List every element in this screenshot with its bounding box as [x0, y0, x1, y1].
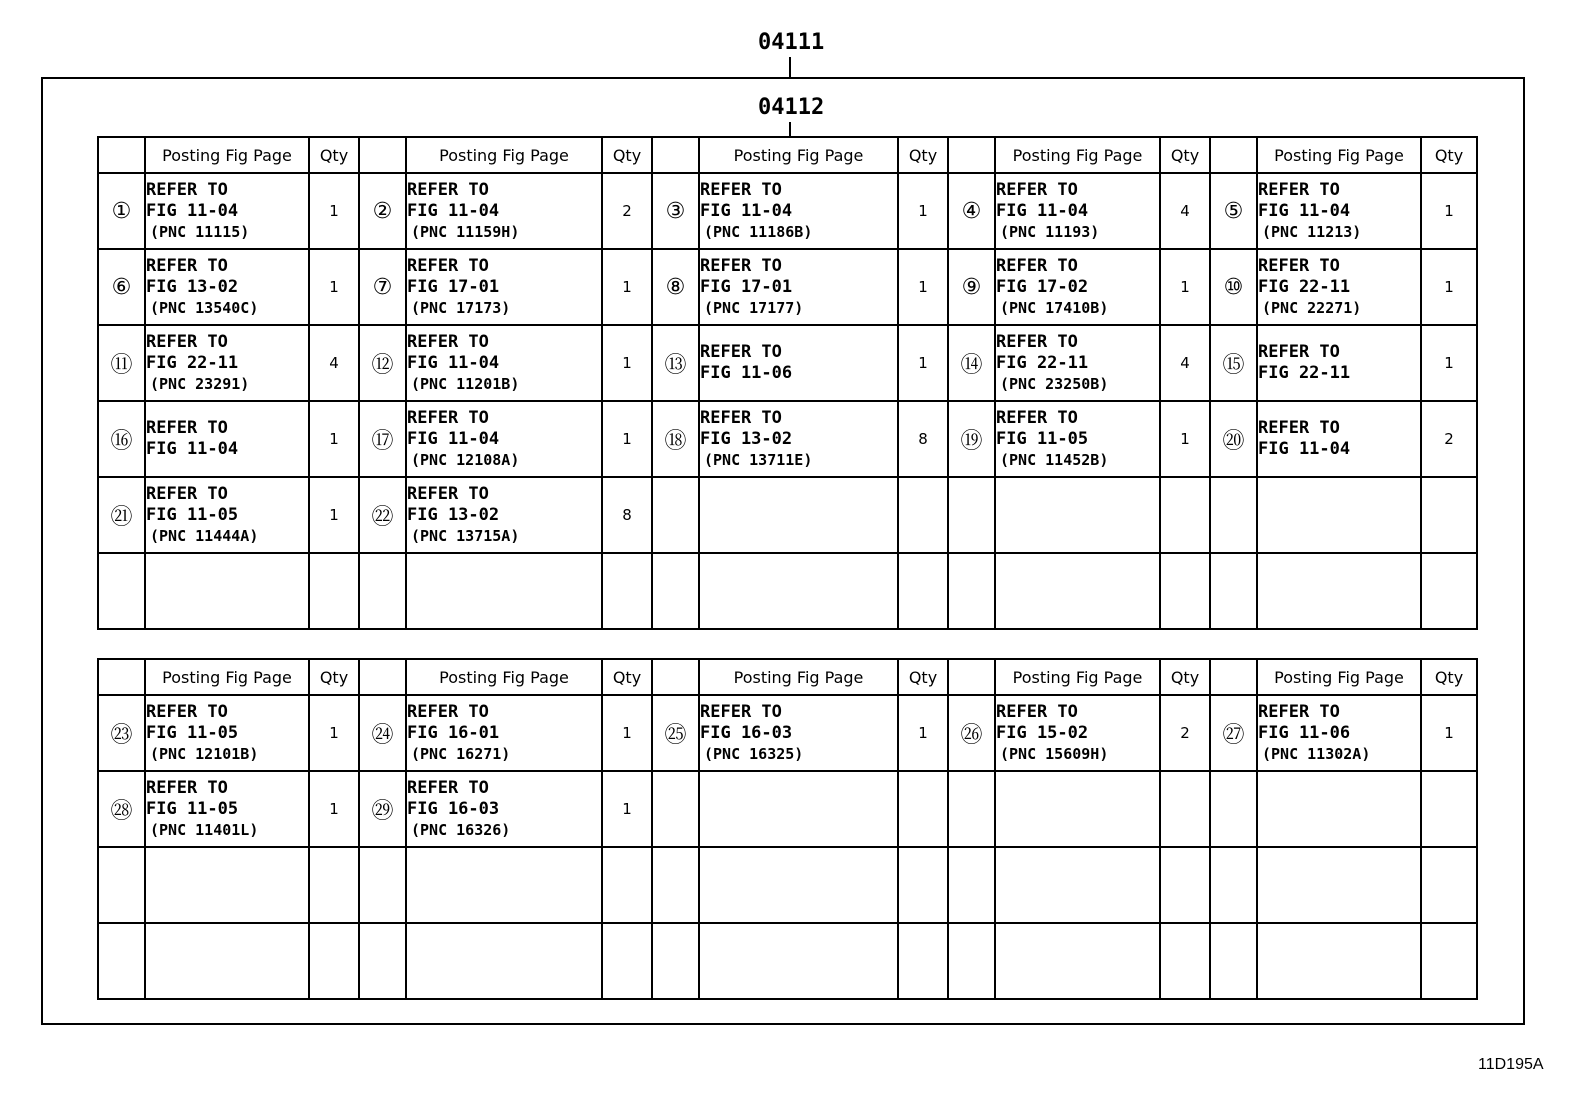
item-qty: 1 — [1421, 695, 1477, 771]
item-number — [359, 847, 406, 923]
fig-number: FIG 11-04 — [146, 200, 239, 221]
refer-to-text: REFER TO — [1258, 179, 1340, 200]
pnc-code: (PNC 11201B) — [411, 374, 520, 393]
header-posting-fig-page: Posting Fig Page — [406, 137, 602, 173]
item-qty — [1160, 847, 1210, 923]
item-number: ⑨ — [948, 249, 995, 325]
header-qty: Qty — [1421, 659, 1477, 695]
item-number: ⑯ — [98, 401, 145, 477]
posting-reference — [1257, 847, 1421, 923]
posting-reference — [995, 553, 1160, 629]
leader-line-outer — [789, 57, 791, 78]
item-qty: 1 — [602, 249, 652, 325]
item-number — [948, 553, 995, 629]
header-qty: Qty — [602, 137, 652, 173]
fig-number: FIG 16-03 — [700, 722, 793, 743]
item-number: ㉓ — [98, 695, 145, 771]
refer-to-text: REFER TO — [146, 331, 228, 352]
posting-reference — [145, 477, 309, 553]
item-qty — [1421, 771, 1477, 847]
item-qty: 1 — [898, 325, 948, 401]
item-qty — [1160, 553, 1210, 629]
table-row — [98, 173, 1477, 249]
posting-reference — [145, 553, 309, 629]
posting-reference — [1257, 401, 1421, 477]
header-blank — [948, 137, 995, 173]
refer-to-text: REFER TO — [1258, 342, 1340, 362]
posting-reference — [145, 923, 309, 999]
pnc-code: (PNC 12101B) — [150, 744, 259, 763]
refer-to-text: REFER TO — [700, 407, 782, 428]
fig-number: FIG 11-04 — [1258, 200, 1351, 221]
posting-reference — [1257, 477, 1421, 553]
fig-number: FIG 22-11 — [146, 352, 239, 373]
item-number — [652, 847, 699, 923]
posting-reference — [699, 249, 898, 325]
fig-number: FIG 11-04 — [996, 200, 1089, 221]
pnc-code: (PNC 16326) — [411, 820, 511, 839]
posting-reference — [699, 771, 898, 847]
header-qty: Qty — [309, 137, 359, 173]
refer-to-text: REFER TO — [700, 342, 782, 362]
refer-to-text: REFER TO — [1258, 701, 1340, 722]
fig-number: FIG 11-05 — [146, 504, 239, 525]
pnc-code: (PNC 17410B) — [1000, 298, 1109, 317]
item-number: ⑲ — [948, 401, 995, 477]
posting-reference — [1257, 923, 1421, 999]
fig-number: FIG 16-03 — [407, 798, 500, 819]
posting-reference — [145, 401, 309, 477]
fig-number: FIG 11-04 — [700, 200, 793, 221]
posting-reference — [145, 325, 309, 401]
table-row — [98, 923, 1477, 999]
posting-reference — [1257, 771, 1421, 847]
posting-reference — [699, 923, 898, 999]
fig-number: FIG 17-02 — [996, 276, 1089, 297]
header-blank — [652, 659, 699, 695]
item-number — [652, 923, 699, 999]
posting-reference — [995, 923, 1160, 999]
item-qty: 1 — [309, 695, 359, 771]
header-blank — [1210, 137, 1257, 173]
refer-to-text: REFER TO — [407, 331, 489, 352]
assembly-label-outer: 04111 — [758, 30, 825, 55]
header-qty: Qty — [309, 659, 359, 695]
refer-to-text: REFER TO — [146, 701, 228, 722]
header-posting-fig-page: Posting Fig Page — [699, 137, 898, 173]
figure-code: 11D195A — [1478, 1056, 1544, 1073]
fig-number: FIG 11-06 — [700, 363, 793, 383]
refer-to-text: REFER TO — [146, 483, 228, 504]
item-number: ㉖ — [948, 695, 995, 771]
fig-number: FIG 11-06 — [1258, 722, 1351, 743]
pnc-code: (PNC 11444A) — [150, 526, 259, 545]
table-row — [98, 771, 1477, 847]
refer-to-text: REFER TO — [996, 331, 1078, 352]
posting-reference — [145, 249, 309, 325]
pnc-code: (PNC 11159H) — [411, 222, 520, 241]
refer-to-text: REFER TO — [700, 701, 782, 722]
item-number — [359, 923, 406, 999]
refer-to-text: REFER TO — [700, 255, 782, 276]
fig-number: FIG 11-05 — [996, 428, 1089, 449]
table-row — [98, 249, 1477, 325]
posting-reference — [995, 173, 1160, 249]
fig-number: FIG 17-01 — [407, 276, 500, 297]
item-qty — [602, 847, 652, 923]
posting-reference — [699, 173, 898, 249]
header-blank — [948, 659, 995, 695]
item-number: ⑰ — [359, 401, 406, 477]
item-qty — [1160, 771, 1210, 847]
item-qty — [1160, 477, 1210, 553]
posting-reference — [699, 847, 898, 923]
item-number — [98, 553, 145, 629]
posting-reference — [145, 173, 309, 249]
refer-to-text: REFER TO — [146, 777, 228, 798]
pnc-code: (PNC 12108A) — [411, 450, 520, 469]
item-number — [98, 847, 145, 923]
pnc-code: (PNC 15609H) — [1000, 744, 1109, 763]
header-posting-fig-page: Posting Fig Page — [699, 659, 898, 695]
fig-number: FIG 13-02 — [146, 276, 239, 297]
header-blank — [652, 137, 699, 173]
item-number — [948, 477, 995, 553]
item-number: ⑭ — [948, 325, 995, 401]
item-number: ㉗ — [1210, 695, 1257, 771]
pnc-code: (PNC 23250B) — [1000, 374, 1109, 393]
item-number: ⑤ — [1210, 173, 1257, 249]
pnc-code: (PNC 23291) — [150, 374, 250, 393]
fig-number: FIG 11-04 — [407, 200, 500, 221]
item-qty — [1421, 923, 1477, 999]
item-qty — [898, 847, 948, 923]
pnc-code: (PNC 11193) — [1000, 222, 1100, 241]
posting-reference — [1257, 173, 1421, 249]
posting-reference — [1257, 695, 1421, 771]
table-row — [98, 401, 1477, 477]
item-qty — [602, 923, 652, 999]
item-qty: 1 — [1421, 249, 1477, 325]
pnc-code: (PNC 11186B) — [704, 222, 813, 241]
fig-number: FIG 22-11 — [1258, 276, 1351, 297]
item-number: ① — [98, 173, 145, 249]
item-qty: 1 — [602, 771, 652, 847]
posting-reference — [699, 553, 898, 629]
header-posting-fig-page: Posting Fig Page — [145, 659, 309, 695]
item-number: ④ — [948, 173, 995, 249]
posting-reference — [1257, 249, 1421, 325]
fig-number: FIG 22-11 — [1258, 363, 1351, 383]
item-number — [652, 477, 699, 553]
fig-number: FIG 16-01 — [407, 722, 500, 743]
header-blank — [98, 137, 145, 173]
item-number: ㉑ — [98, 477, 145, 553]
item-number: ⑥ — [98, 249, 145, 325]
item-qty: 1 — [1160, 401, 1210, 477]
pnc-code: (PNC 11115) — [150, 222, 250, 241]
item-qty: 1 — [309, 173, 359, 249]
refer-to-text: REFER TO — [407, 407, 489, 428]
table-row — [98, 325, 1477, 401]
posting-reference — [995, 249, 1160, 325]
posting-reference — [699, 325, 898, 401]
item-qty: 1 — [898, 695, 948, 771]
item-qty: 1 — [602, 325, 652, 401]
pnc-code: (PNC 22271) — [1262, 298, 1362, 317]
item-qty: 1 — [309, 249, 359, 325]
pnc-code: (PNC 11302A) — [1262, 744, 1371, 763]
refer-to-text: REFER TO — [700, 179, 782, 200]
item-qty: 4 — [1160, 173, 1210, 249]
item-number — [948, 923, 995, 999]
item-qty: 1 — [1421, 173, 1477, 249]
item-number — [1210, 847, 1257, 923]
posting-reference — [406, 401, 602, 477]
fig-number: FIG 11-04 — [407, 352, 500, 373]
item-qty: 2 — [1160, 695, 1210, 771]
header-blank — [359, 659, 406, 695]
item-qty: 1 — [602, 695, 652, 771]
header-posting-fig-page: Posting Fig Page — [995, 137, 1160, 173]
item-number — [359, 553, 406, 629]
posting-reference — [1257, 325, 1421, 401]
item-number: ⑮ — [1210, 325, 1257, 401]
item-qty — [1421, 847, 1477, 923]
posting-reference — [406, 477, 602, 553]
posting-reference — [995, 847, 1160, 923]
item-number — [1210, 923, 1257, 999]
header-blank — [359, 137, 406, 173]
item-number: ⑧ — [652, 249, 699, 325]
item-number: ㉙ — [359, 771, 406, 847]
item-qty — [1421, 477, 1477, 553]
header-qty: Qty — [898, 659, 948, 695]
pnc-code: (PNC 13711E) — [704, 450, 813, 469]
fig-number: FIG 11-04 — [1258, 439, 1351, 459]
header-qty: Qty — [1421, 137, 1477, 173]
refer-to-text: REFER TO — [146, 179, 228, 200]
item-number — [1210, 553, 1257, 629]
refer-to-text: REFER TO — [407, 255, 489, 276]
item-qty: 1 — [1160, 249, 1210, 325]
header-qty: Qty — [898, 137, 948, 173]
item-qty: 1 — [309, 771, 359, 847]
item-number: ⑱ — [652, 401, 699, 477]
item-number: ⑪ — [98, 325, 145, 401]
item-number — [1210, 771, 1257, 847]
item-qty: 4 — [1160, 325, 1210, 401]
fig-number: FIG 15-02 — [996, 722, 1089, 743]
item-qty: 2 — [602, 173, 652, 249]
item-number — [652, 553, 699, 629]
header-posting-fig-page: Posting Fig Page — [1257, 659, 1421, 695]
table-row — [98, 477, 1477, 553]
header-blank — [98, 659, 145, 695]
pnc-code: (PNC 17173) — [411, 298, 511, 317]
reference-table-upper — [97, 136, 1478, 630]
fig-number: FIG 13-02 — [700, 428, 793, 449]
pnc-code: (PNC 17177) — [704, 298, 804, 317]
posting-reference — [406, 771, 602, 847]
posting-reference — [995, 477, 1160, 553]
item-qty — [1160, 923, 1210, 999]
fig-number: FIG 13-02 — [407, 504, 500, 525]
item-qty: 1 — [898, 173, 948, 249]
posting-reference — [995, 325, 1160, 401]
item-qty: 2 — [1421, 401, 1477, 477]
reference-table-lower — [97, 658, 1478, 1000]
posting-reference — [145, 771, 309, 847]
refer-to-text: REFER TO — [407, 483, 489, 504]
pnc-code: (PNC 13715A) — [411, 526, 520, 545]
pnc-code: (PNC 13540C) — [150, 298, 259, 317]
item-number — [1210, 477, 1257, 553]
posting-reference — [995, 771, 1160, 847]
item-qty: 8 — [602, 477, 652, 553]
refer-to-text: REFER TO — [146, 418, 228, 438]
posting-reference — [995, 695, 1160, 771]
item-number — [652, 771, 699, 847]
posting-reference — [1257, 553, 1421, 629]
item-qty — [898, 553, 948, 629]
header-posting-fig-page: Posting Fig Page — [145, 137, 309, 173]
refer-to-text: REFER TO — [407, 777, 489, 798]
header-posting-fig-page: Posting Fig Page — [1257, 137, 1421, 173]
leader-line-inner — [789, 122, 791, 137]
refer-to-text: REFER TO — [1258, 418, 1340, 438]
pnc-code: (PNC 11401L) — [150, 820, 259, 839]
item-number — [948, 847, 995, 923]
item-qty — [898, 477, 948, 553]
refer-to-text: REFER TO — [996, 701, 1078, 722]
posting-reference — [406, 325, 602, 401]
assembly-label-inner: 04112 — [758, 95, 825, 120]
fig-number: FIG 17-01 — [700, 276, 793, 297]
item-qty: 1 — [898, 249, 948, 325]
posting-reference — [995, 401, 1160, 477]
fig-number: FIG 22-11 — [996, 352, 1089, 373]
posting-reference — [406, 553, 602, 629]
refer-to-text: REFER TO — [407, 179, 489, 200]
posting-reference — [145, 695, 309, 771]
table-row — [98, 847, 1477, 923]
item-number: ③ — [652, 173, 699, 249]
item-number: ⑬ — [652, 325, 699, 401]
item-qty: 1 — [309, 477, 359, 553]
pnc-code: (PNC 16271) — [411, 744, 511, 763]
posting-reference — [699, 477, 898, 553]
item-qty — [309, 847, 359, 923]
posting-reference — [406, 249, 602, 325]
item-number: ⑩ — [1210, 249, 1257, 325]
refer-to-text: REFER TO — [407, 701, 489, 722]
header-qty: Qty — [1160, 137, 1210, 173]
item-qty — [898, 923, 948, 999]
item-number: ⑫ — [359, 325, 406, 401]
refer-to-text: REFER TO — [1258, 255, 1340, 276]
item-number: ㉕ — [652, 695, 699, 771]
posting-reference — [699, 695, 898, 771]
item-qty — [602, 553, 652, 629]
item-number: ② — [359, 173, 406, 249]
header-posting-fig-page: Posting Fig Page — [995, 659, 1160, 695]
item-qty: 4 — [309, 325, 359, 401]
posting-reference — [699, 401, 898, 477]
posting-reference — [406, 695, 602, 771]
item-number: ㉒ — [359, 477, 406, 553]
header-qty: Qty — [602, 659, 652, 695]
header-posting-fig-page: Posting Fig Page — [406, 659, 602, 695]
item-number: ⑳ — [1210, 401, 1257, 477]
item-number: ㉔ — [359, 695, 406, 771]
table-row — [98, 695, 1477, 771]
header-blank — [1210, 659, 1257, 695]
refer-to-text: REFER TO — [996, 179, 1078, 200]
item-qty — [309, 923, 359, 999]
item-qty: 1 — [602, 401, 652, 477]
posting-reference — [406, 173, 602, 249]
item-number: ⑦ — [359, 249, 406, 325]
fig-number: FIG 11-04 — [407, 428, 500, 449]
item-qty: 8 — [898, 401, 948, 477]
header-qty: Qty — [1160, 659, 1210, 695]
item-qty — [1421, 553, 1477, 629]
item-qty: 1 — [1421, 325, 1477, 401]
pnc-code: (PNC 11213) — [1262, 222, 1362, 241]
pnc-code: (PNC 11452B) — [1000, 450, 1109, 469]
fig-number: FIG 11-05 — [146, 722, 239, 743]
pnc-code: (PNC 16325) — [704, 744, 804, 763]
refer-to-text: REFER TO — [996, 255, 1078, 276]
item-number: ㉘ — [98, 771, 145, 847]
fig-number: FIG 11-05 — [146, 798, 239, 819]
refer-to-text: REFER TO — [146, 255, 228, 276]
refer-to-text: REFER TO — [996, 407, 1078, 428]
table-row — [98, 553, 1477, 629]
item-qty: 1 — [309, 401, 359, 477]
item-qty — [898, 771, 948, 847]
posting-reference — [406, 847, 602, 923]
fig-number: FIG 11-04 — [146, 439, 239, 459]
item-number — [948, 771, 995, 847]
posting-reference — [145, 847, 309, 923]
posting-reference — [406, 923, 602, 999]
item-number — [98, 923, 145, 999]
item-qty — [309, 553, 359, 629]
